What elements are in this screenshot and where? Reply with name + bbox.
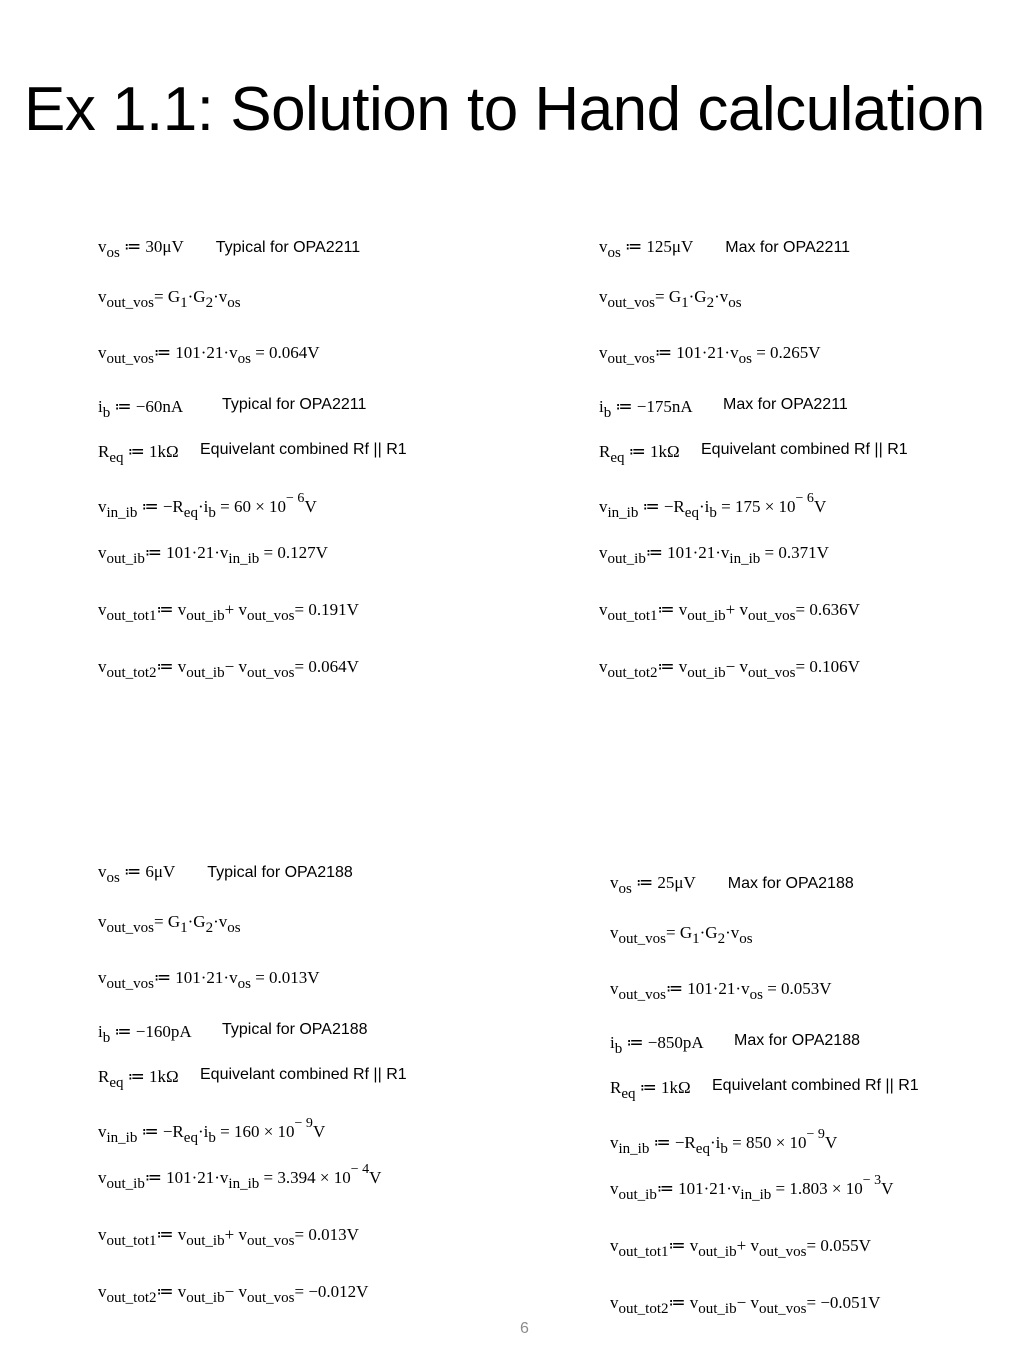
vout-tot1-calculation: $v_{out\_tot1}≔$ $v_{out\_ib}+ v_{out\_vos}= 0.191V$ bbox=[98, 600, 359, 624]
vout-ib-result: 0.371V bbox=[778, 543, 829, 562]
vout-vos-calculation: $v_{out\_vos}≔$ $101\cdot 21\cdot v_{os} = 0.013V$ bbox=[98, 968, 320, 992]
vout-tot2-result: 0.106V bbox=[809, 657, 860, 676]
vin-ib-mantissa: 175 bbox=[734, 497, 761, 516]
ib-value: −850pA bbox=[647, 1033, 704, 1052]
vos-value: 30μV bbox=[145, 237, 184, 256]
vos-definition: $v_{os}$ ≔ 25μV Max for OPA2188 bbox=[610, 873, 854, 897]
page-title: Ex 1.1: Solution to Hand calculation bbox=[24, 75, 985, 144]
vos-definition: $v_{os}$ ≔ 125μV Max for OPA2211 bbox=[599, 237, 851, 261]
ib-definition: $i_b$ ≔ −175nA bbox=[599, 397, 693, 421]
vos-value: 6μV bbox=[145, 862, 176, 881]
vout-vos-formula: $v_{out\_vos}= G_1\cdot G_2\cdot v_{os}$ bbox=[599, 287, 742, 311]
calculation-block bbox=[610, 864, 1024, 1334]
calculation-block bbox=[98, 228, 518, 698]
vout-vos-calculation: $v_{out\_vos}≔$ $101\cdot 21\cdot v_{os} = 0.265V$ bbox=[599, 343, 821, 367]
vin-ib-exponent: − 9 bbox=[806, 1127, 825, 1142]
vos-note: Max for OPA2211 bbox=[725, 239, 851, 256]
vout-ib-calculation: $v_{out\_ib}≔$ $101\cdot 21\cdot v_{in\_ib} = 3.394 \times 10^{- 4}V$ bbox=[98, 1162, 382, 1192]
vout-ib-mantissa: 1.803 bbox=[789, 1179, 828, 1198]
ib-value: −175nA bbox=[636, 397, 693, 416]
req-value: 1kΩ bbox=[149, 442, 179, 461]
req-note: Equivelant combined Rf || R1 bbox=[712, 1077, 919, 1094]
vin-ib-calculation: $v_{in\_ib}$ ≔ $-R_{eq}\cdot i_b = 60 \times 10^{- 6}V$ bbox=[98, 491, 317, 521]
vin-ib-calculation: $v_{in\_ib}$ ≔ $-R_{eq}\cdot i_b = 160 \times 10^{- 9}V$ bbox=[98, 1116, 326, 1146]
vout-vos-result: 0.064V bbox=[269, 343, 320, 362]
vout-vos-formula: $v_{out\_vos}= G_1\cdot G_2\cdot v_{os}$ bbox=[98, 912, 241, 936]
ib-definition: $i_b$ ≔ −60nA bbox=[98, 397, 184, 421]
ib-definition: $i_b$ ≔ −160pA bbox=[98, 1022, 192, 1046]
vout-ib-scientific: $1.803 \times 10^{- 3}V$ bbox=[789, 1173, 894, 1198]
vout-tot2-result: −0.051V bbox=[820, 1293, 881, 1312]
vin-ib-mantissa: 160 bbox=[233, 1122, 260, 1141]
vin-ib-mantissa: 60 bbox=[233, 497, 251, 516]
vout-ib-calculation: $v_{out\_ib}≔$ $101\cdot 21\cdot v_{in\_ib} = 1.803 \times 10^{- 3}V$ bbox=[610, 1173, 894, 1203]
vos-note: Typical for OPA2211 bbox=[215, 239, 361, 256]
req-value: 1kΩ bbox=[661, 1078, 691, 1097]
vin-ib-calculation: $v_{in\_ib}$ ≔ $-R_{eq}\cdot i_b = 175 \times 10^{- 6}V$ bbox=[599, 491, 827, 521]
req-definition: $R_{eq}$ ≔ 1kΩ bbox=[98, 442, 179, 466]
vout-vos-result: 0.053V bbox=[781, 979, 832, 998]
vout-tot2-calculation: $v_{out\_tot2}≔$ $v_{out\_ib}- v_{out\_vos}= -0.012V$ bbox=[98, 1282, 369, 1306]
vout-tot1-calculation: $v_{out\_tot1}≔$ $v_{out\_ib}+ v_{out\_vos}= 0.055V$ bbox=[610, 1236, 871, 1260]
ib-value: −160pA bbox=[135, 1022, 192, 1041]
vout-tot2-result: 0.064V bbox=[308, 657, 359, 676]
req-definition: $R_{eq}$ ≔ 1kΩ bbox=[610, 1078, 691, 1102]
vout-ib-exponent: − 4 bbox=[350, 1162, 370, 1177]
vos-definition: $v_{os}$ ≔ 30μV Typical for OPA2211 bbox=[98, 237, 361, 261]
vin-ib-exponent: − 6 bbox=[286, 491, 305, 506]
vos-note: Typical for OPA2188 bbox=[207, 864, 353, 881]
ib-note: Typical for OPA2188 bbox=[222, 1021, 368, 1038]
req-note: Equivelant combined Rf || R1 bbox=[200, 1066, 407, 1083]
vout-tot2-result: −0.012V bbox=[308, 1282, 369, 1301]
vout-vos-calculation: $v_{out\_vos}≔$ $101\cdot 21\cdot v_{os} = 0.053V$ bbox=[610, 979, 832, 1003]
req-definition: $R_{eq}$ ≔ 1kΩ bbox=[98, 1067, 179, 1091]
req-definition: $R_{eq}$ ≔ 1kΩ bbox=[599, 442, 680, 466]
vout-vos-formula: $v_{out\_vos}= G_1\cdot G_2\cdot v_{os}$ bbox=[610, 923, 753, 947]
vout-tot1-result: 0.055V bbox=[820, 1236, 871, 1255]
calculation-block bbox=[98, 853, 518, 1323]
calculation-block bbox=[599, 228, 1019, 698]
page-number: 6 bbox=[520, 1320, 529, 1337]
ib-note: Typical for OPA2211 bbox=[222, 396, 367, 413]
ib-note: Max for OPA2211 bbox=[723, 396, 848, 413]
vout-tot1-calculation: $v_{out\_tot1}≔$ $v_{out\_ib}+ v_{out\_vos}= 0.013V$ bbox=[98, 1225, 359, 1249]
ib-definition: $i_b$ ≔ −850pA bbox=[610, 1033, 704, 1057]
vout-tot2-calculation: $v_{out\_tot2}≔$ $v_{out\_ib}- v_{out\_vos}= 0.106V$ bbox=[599, 657, 860, 681]
vos-value: 125μV bbox=[646, 237, 694, 256]
vout-tot1-result: 0.013V bbox=[308, 1225, 359, 1244]
vos-value: 25μV bbox=[657, 873, 696, 892]
vin-ib-calculation: $v_{in\_ib}$ ≔ $-R_{eq}\cdot i_b = 850 \times 10^{- 9}V$ bbox=[610, 1127, 838, 1157]
vin-ib-exponent: − 6 bbox=[795, 491, 814, 506]
vout-ib-mantissa: 3.394 bbox=[277, 1168, 316, 1187]
vout-vos-result: 0.013V bbox=[269, 968, 320, 987]
vout-tot2-calculation: $v_{out\_tot2}≔$ $v_{out\_ib}- v_{out\_vos}= 0.064V$ bbox=[98, 657, 359, 681]
vos-definition: $v_{os}$ ≔ 6μV Typical for OPA2188 bbox=[98, 862, 353, 886]
vout-ib-result: 0.127V bbox=[277, 543, 328, 562]
vin-ib-mantissa: 850 bbox=[745, 1133, 772, 1152]
req-note: Equivelant combined Rf || R1 bbox=[200, 441, 407, 458]
req-value: 1kΩ bbox=[149, 1067, 179, 1086]
vout-tot1-calculation: $v_{out\_tot1}≔$ $v_{out\_ib}+ v_{out\_vos}= 0.636V$ bbox=[599, 600, 860, 624]
vout-vos-calculation: $v_{out\_vos}≔$ $101\cdot 21\cdot v_{os} = 0.064V$ bbox=[98, 343, 320, 367]
vout-tot1-result: 0.636V bbox=[809, 600, 860, 619]
req-note: Equivelant combined Rf || R1 bbox=[701, 441, 908, 458]
vout-vos-formula: $v_{out\_vos}= G_1\cdot G_2\cdot v_{os}$ bbox=[98, 287, 241, 311]
vin-ib-exponent: − 9 bbox=[294, 1116, 313, 1131]
req-value: 1kΩ bbox=[650, 442, 680, 461]
vos-note: Max for OPA2188 bbox=[727, 875, 854, 892]
vout-ib-exponent: − 3 bbox=[862, 1173, 882, 1188]
vout-tot2-calculation: $v_{out\_tot2}≔$ $v_{out\_ib}- v_{out\_vos}= -0.051V$ bbox=[610, 1293, 881, 1317]
ib-value: −60nA bbox=[135, 397, 184, 416]
vout-ib-scientific: $3.394 \times 10^{- 4}V$ bbox=[277, 1162, 382, 1187]
ib-note: Max for OPA2188 bbox=[734, 1032, 860, 1049]
vout-ib-calculation: $v_{out\_ib}≔$ $101\cdot 21\cdot v_{in\_ib} = 0.371V$ bbox=[599, 543, 829, 567]
vout-ib-calculation: $v_{out\_ib}≔$ $101\cdot 21\cdot v_{in\_ib} = 0.127V$ bbox=[98, 543, 328, 567]
vout-vos-result: 0.265V bbox=[770, 343, 821, 362]
vout-tot1-result: 0.191V bbox=[308, 600, 359, 619]
